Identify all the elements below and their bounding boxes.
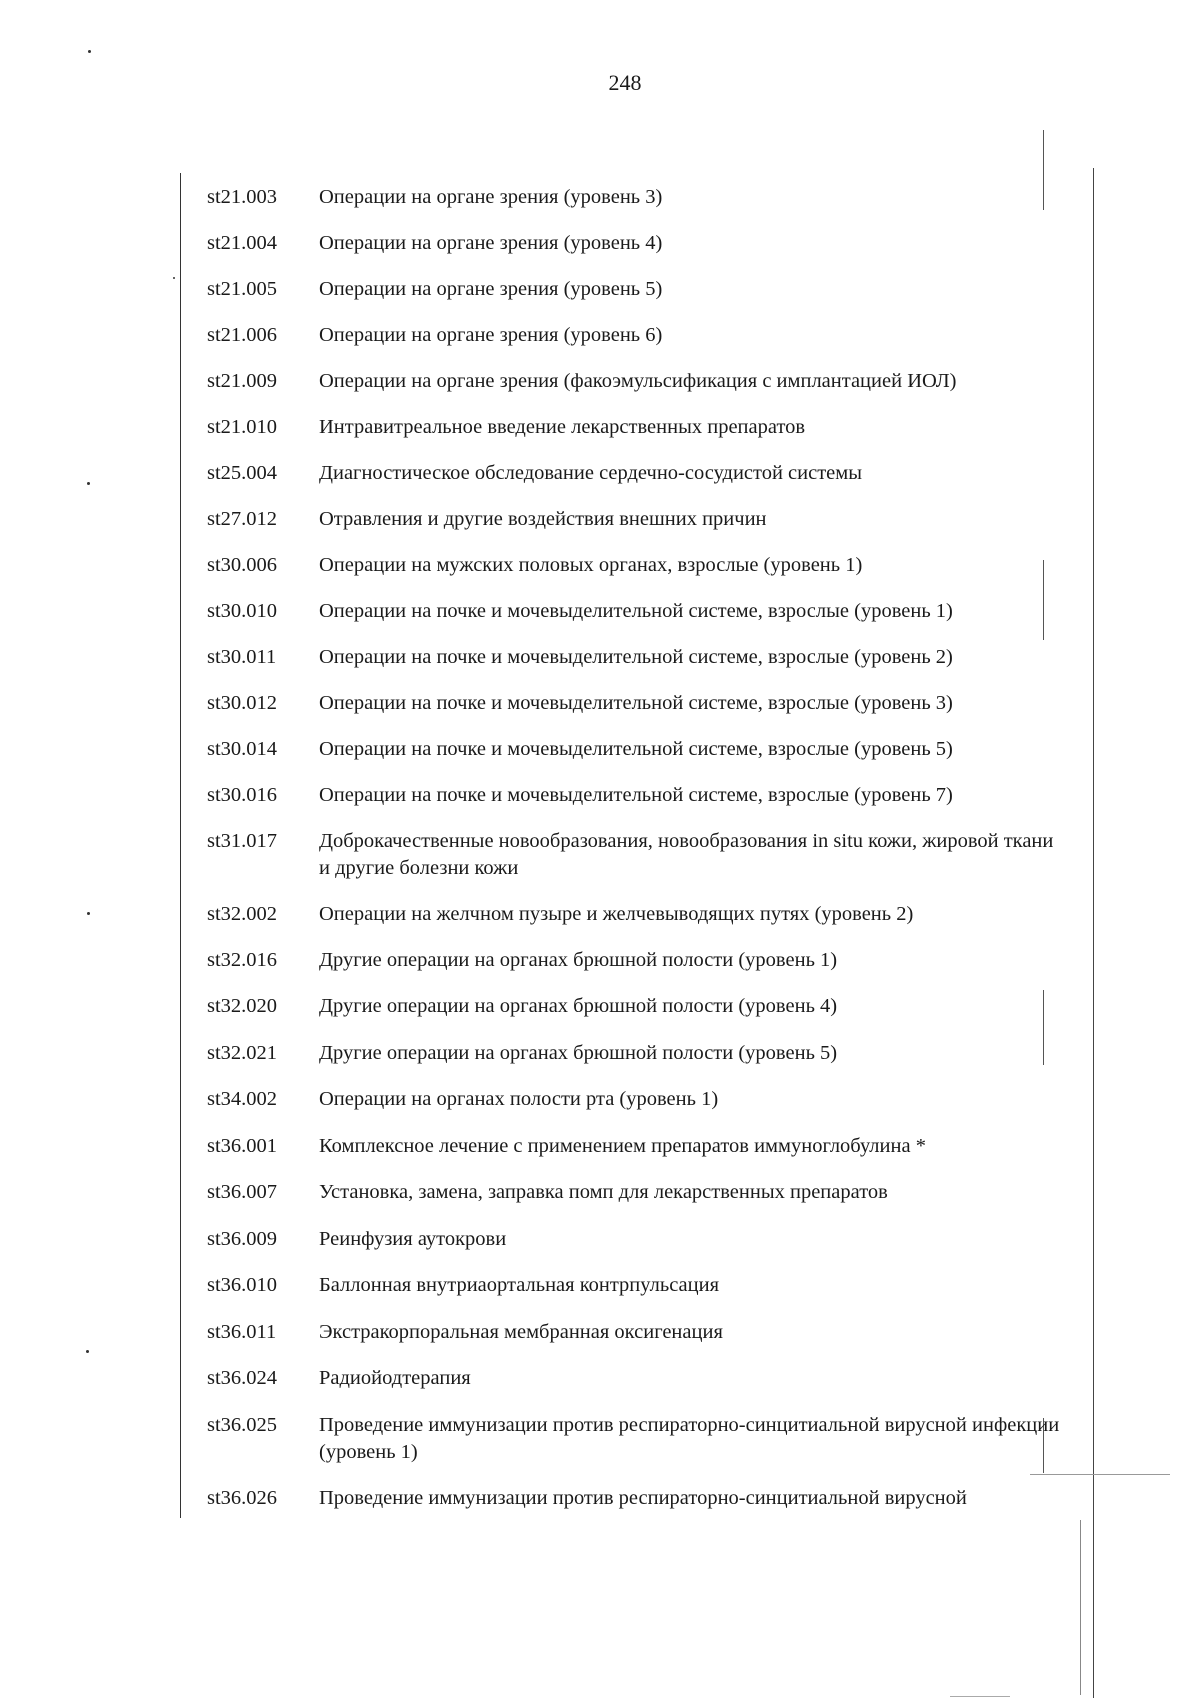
procedure-description: Доброкачественные новообразования, новообразования in situ кожи, жировой ткани и другие болезни кожи (319, 830, 1054, 879)
procedure-code: st30.014 (207, 738, 278, 760)
procedure-description: Операции на органе зрения (уровень 6) (319, 324, 663, 346)
procedure-description: Интравитреальное введение лекарственных препаратов (319, 416, 806, 438)
procedure-description: Операции на органах полости рта (уровень 1) (319, 1088, 719, 1110)
procedure-description: Другие операции на органах брюшной полости (уровень 4) (319, 995, 838, 1017)
procedure-code: st36.024 (207, 1367, 278, 1389)
procedure-code: st36.009 (207, 1228, 278, 1250)
procedure-description: Баллонная внутриаортальная контрпульсация (319, 1274, 720, 1296)
procedure-code: st30.006 (207, 554, 278, 576)
procedure-code: st36.001 (207, 1135, 278, 1157)
procedure-description: Радиойодтерапия (319, 1367, 471, 1389)
procedure-code: st32.002 (207, 903, 278, 925)
procedure-description: Экстракорпоральная мембранная оксигенация (319, 1321, 723, 1343)
procedure-description: Проведение иммунизации против респираторно-синцитиальной вирусной инфекции (уровень 1) (319, 1414, 1060, 1463)
procedure-code: st30.010 (207, 600, 278, 622)
procedure-code: st36.010 (207, 1274, 278, 1296)
procedure-code: st30.016 (207, 784, 278, 806)
procedure-description: Операции на почке и мочевыделительной системе, взрослые (уровень 5) (319, 738, 953, 760)
procedure-description: Проведение иммунизации против респираторно-синцитиальной вирусной (319, 1487, 967, 1509)
procedure-description: Диагностическое обследование сердечно-сосудистой системы (319, 462, 863, 484)
procedure-code: st36.025 (207, 1414, 278, 1436)
procedure-code: st21.010 (207, 416, 278, 438)
procedure-code: st30.012 (207, 692, 278, 714)
procedure-description: Операции на органе зрения (факоэмульсификация с имплантацией ИОЛ) (319, 370, 957, 392)
margin-dot (173, 277, 175, 279)
procedure-code: st30.011 (207, 646, 277, 668)
margin-dot (87, 482, 90, 485)
procedure-description: Операции на почке и мочевыделительной системе, взрослые (уровень 7) (319, 784, 953, 806)
procedure-code: st27.012 (207, 508, 278, 530)
procedure-description: Операции на почке и мочевыделительной системе, взрослые (уровень 1) (319, 600, 953, 622)
margin-dot (87, 912, 90, 915)
scan-artifact-mark (950, 1696, 1010, 1697)
procedure-description: Операции на органе зрения (уровень 3) (319, 186, 663, 208)
procedure-description: Комплексное лечение с применением препаратов иммуноглобулина * (319, 1135, 926, 1157)
procedure-description: Установка, замена, заправка помп для лекарственных препаратов (319, 1181, 888, 1203)
procedure-code: st21.004 (207, 232, 278, 254)
left-margin-rule (180, 173, 181, 1518)
scan-artifact-mark (1030, 1474, 1170, 1475)
procedure-description: Другие операции на органах брюшной полости (уровень 1) (319, 949, 838, 971)
procedure-code: st25.004 (207, 462, 278, 484)
margin-dot (86, 1350, 89, 1353)
page-number: 248 (608, 70, 642, 95)
scan-artifact-mark (1080, 1520, 1081, 1695)
procedure-description: Операции на почке и мочевыделительной системе, взрослые (уровень 3) (319, 692, 953, 714)
procedure-code: st32.020 (207, 995, 278, 1017)
procedure-description: Операции на почке и мочевыделительной системе, взрослые (уровень 2) (319, 646, 953, 668)
procedure-description: Другие операции на органах брюшной полости (уровень 5) (319, 1042, 838, 1064)
procedure-code: st21.003 (207, 186, 278, 208)
procedure-description: Реинфузия аутокрови (319, 1228, 507, 1250)
procedure-description: Операции на органе зрения (уровень 4) (319, 232, 663, 254)
procedure-code: st36.011 (207, 1321, 277, 1343)
procedure-description: Операции на мужских половых органах, взрослые (уровень 1) (319, 554, 863, 576)
procedure-description: Операции на желчном пузыре и желчевыводящих путях (уровень 2) (319, 903, 914, 925)
procedure-code: st31.017 (207, 830, 278, 852)
procedure-code: st32.016 (207, 949, 278, 971)
procedure-code: st21.009 (207, 370, 278, 392)
right-margin-rule (1093, 168, 1094, 1698)
procedure-code: st36.026 (207, 1487, 278, 1509)
procedure-description: Отравления и другие воздействия внешних причин (319, 508, 767, 530)
margin-dot (88, 50, 91, 53)
procedure-code: st32.021 (207, 1042, 278, 1064)
procedure-code: st34.002 (207, 1088, 278, 1110)
procedure-code: st21.006 (207, 324, 278, 346)
procedure-code: st36.007 (207, 1181, 278, 1203)
procedure-code: st21.005 (207, 278, 278, 300)
procedure-description: Операции на органе зрения (уровень 5) (319, 278, 663, 300)
